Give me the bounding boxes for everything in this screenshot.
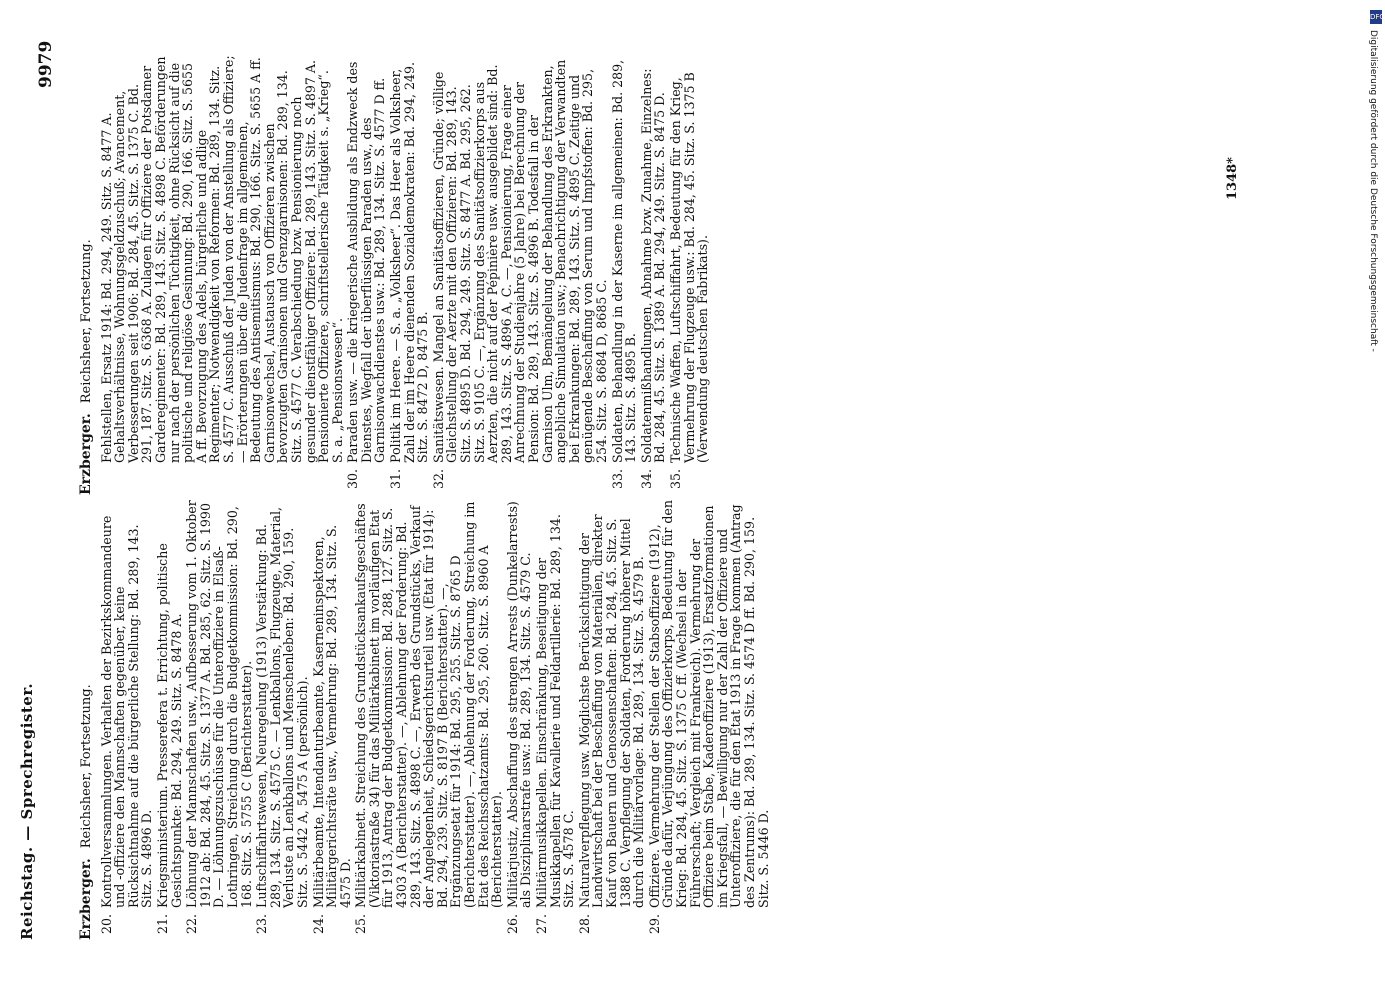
entry-text: Naturalverpflegung usw. Möglichste Berücksichtigung der Landwirtschaft bei der Beschaffung von Materialien, direkter Kauf von Bauern und Genossenschaften: Bd. 284, 45. Sitz. S. 1388 C. Verpflegung der Soldaten, Forderung höherer Mittel durch die Militärvorlage: Bd. 289, 134. Sitz. S. 4579 B.	[576, 514, 647, 908]
entry-number: 29.	[646, 914, 662, 935]
credit-text: Digitalisierung gefördert durch die Deutsche Forschungsgemeinschaft -	[1368, 30, 1378, 352]
entry-text: Soldaten, Behandlung in der Kaserne im allgemeinen: Bd. 289, 143. Sitz. S. 4895 B.	[609, 59, 639, 463]
entry-text: Löhnung der Mannschaften usw., Aufbesserung vom 1. Oktober 1912 ab: Bd. 284, 45. Sitz. S. 1377 A. Bd. 285, 62. Sitz. S. 1990 D. — Löhnungszuschüsse für die Unteroffiziere in Elsaß-Lothringen, Streichung durch die Budgetkommission: Bd. 290, 168. Sitz. S. 5755 C (Berichterstatter).	[184, 500, 254, 908]
entry-text: Soldatenmißhandlungen, Abnahme bzw. Zunahme, Einzelnes: Bd. 284, 45. Sitz. S. 1389 A. Bd. 294, 249. Sitz. S. 8475 D.	[638, 68, 668, 463]
register-entry	[100, 55, 345, 495]
entry-number: 23.	[254, 914, 270, 935]
register-entry	[100, 500, 154, 940]
entry-list	[100, 55, 710, 495]
entry-text: Militärjustiz, Abschaffung des strengen Arrests (Dunkelarrests) als Disziplinarstrafe usw.: Bd. 289, 134. Sitz. S. 4579 C.	[504, 501, 534, 908]
left-column	[80, 500, 772, 940]
entry-text: Kontrollversammlungen. Verhalten der Bezirkskommandeure und -offiziere den Mannschaften gegenüber, keine Rücksichtnahme auf die bürgerliche Stellung: Bd. 289, 143. Sitz. S. 4896 D.	[98, 515, 155, 908]
entry-number: 20.	[98, 914, 114, 935]
register-entry	[506, 500, 533, 940]
entry-list	[100, 500, 771, 940]
entry-number: 22.	[184, 914, 200, 935]
entry-text: Technische Waffen, Luftschiffahrt, Bedeutung für den Krieg, Vermehrung der Flugzeuge usw.: Bd. 284, 45. Sitz. S. 1375 B (Verwendung deutschen Fabrikats).	[667, 72, 711, 463]
section-continued: Reichsheer, Fortsetzung.	[79, 684, 94, 849]
entry-number: 31.	[388, 469, 404, 490]
register-entry	[535, 500, 576, 940]
column-heading	[80, 55, 94, 495]
register-entry	[669, 55, 710, 495]
entry-number: 34.	[638, 469, 654, 490]
entry-number: 26.	[504, 914, 520, 935]
register-entry	[312, 500, 353, 940]
register-entry	[354, 500, 504, 940]
digitization-credit	[1364, 30, 1380, 970]
register-entry	[648, 500, 770, 940]
register-entry	[389, 55, 430, 495]
column-heading	[80, 500, 94, 940]
register-entry	[611, 55, 638, 495]
register-entry	[578, 500, 646, 940]
right-column	[80, 55, 712, 495]
register-entry	[640, 55, 667, 495]
entry-number: 35.	[667, 469, 683, 490]
entry-number: 27.	[534, 914, 549, 935]
register-entry	[185, 500, 253, 940]
entry-number: 24.	[310, 914, 326, 935]
entry-text: Fehlstellen, Ersatz 1914: Bd. 294, 249. Sitz. S. 8477 A. Gehaltsverhältnisse, Wohnungsgeldzuschuß; Avancement, Verbesserungen seit 1906: Bd. 284, 45. Sitz. S. 1375 C. Bd. 291, 187. Sitz. S. 6368 A. Zulagen für Offiziere der Potsdamer Garderegimenter: Bd. 289, 143. Sitz. S. 4898 C. Beförderungen nur nach der persönlichen Tüchtigkeit, ohne Rücksicht auf die politische und religiöse Gesinnung: Bd. 290, 166. Sitz. S. 5655 A ff. Bevorzugung des Adels, bürgerliche und adlige Regimenter; Notwendigkeit von Reformen: Bd. 289, 134. Sitz. S. 4577 C. Ausschuß der Juden von der Anstellung als Offiziere; — Erörterungen über die Judenfrage im allgemeinen, Bedeutung des Antisemitismus: Bd. 290, 166. Sitz. S. 5655 A ff. Garnisonwechsel, Austausch von Offizieren zwischen bevorzugten Garnisonen und Grenzgarnisonen: Bd. 289, 134. Sitz. S. 4577 C. Verabschiedung bzw. Pensionierung noch gesunder dienstfähiger Offiziere: Bd. 289, 143. Sitz. S. 4897 A. Pensionierte Offiziere, schriftstellerische Tätigkeit s. „Krieg“. S. a. „Pensionswesen“.	[98, 55, 345, 463]
page-number: 9979	[36, 40, 56, 88]
entry-number: 30.	[345, 469, 361, 490]
entry-number: 28.	[576, 914, 592, 935]
running-header: Reichstag. — Sprechregister.	[18, 682, 36, 940]
entry-text: Militärbeamte, Intendanturbeamte, Kaserneninspektoren, Militärgerichtsräte usw., Vermehrung: Bd. 289, 134. Sitz. S. 4575 D.	[310, 524, 353, 908]
entry-number: 33.	[609, 469, 625, 490]
entry-text: Sanitätswesen. Mangel an Sanitätsoffizieren, Gründe; völlige Gleichstellung der Aerzte mit den Offizieren: Bd. 289, 143. Sitz. S. 4895 D. Bd. 294, 249. Sitz. S. 8477 A. Bd. 295, 262. Sitz. S. 9105 C. —, Ergänzung des Sanitätsoffizierkorps aus Aerzten, die nicht auf der Pépinière usw. ausgebildet sind: Bd. 289, 143. Sitz. S. 4896 A, C. —, Pensionierung, Frage einer Anrechnung der Studienjahre (5 Jahre) bei Berechnung der Pension: Bd. 289, 143. Sitz. S. 4896 B. Todesfall in der Garnison Ulm, Bemängelung der Behandlung des Erkrankten, angebliche Simulation usw.; Benachrichtigung der Verwandten bei Erkrankungen: Bd. 289, 143. Sitz. S. 4895 C. Zeitige und genügende Beschaffung von Serum und Impfstoffen: Bd. 295, 254. Sitz. S. 8684 D, 8685 C.	[430, 59, 609, 463]
entry-text: Militärmusikkapellen. Einschränkung, Beseitigung der Musikkapellen für Kavallerie und Feldartillerie: Bd. 289, 134. Sitz. S. 4578 C.	[534, 514, 577, 908]
register-entry	[255, 500, 309, 940]
entry-text: Offiziere. Vermehrung der Stellen der Stabsoffiziere (1912), Gründe dafür, Verjüngung des Offizierkorps, Bedeutung für den Krieg: Bd. 284, 45. Sitz. S. 1375 C ff. (Wechsel in der Führerschaft; Vergleich mit Frankreich). Vermehrung der Offiziere beim Stabe, Kaderoffiziere (1913), Ersatzformationen im Kriegsfall, — Bewilligung nur der Zahl der Offiziere und Unteroffiziere, die für den Etat 1913 in Frage kommen (Antrag des Zentrums): Bd. 289, 134. Sitz. S. 4574 D ff. Bd. 290, 159. Sitz. S. 5446 D.	[646, 500, 771, 908]
entry-text: Militärkabinett. Streichung des Grundstücksankaufsgeschäftes (Viktoriastraße 34) für das Militärkabinett im vorläufigen Etat für 1913, Antrag der Budgetkommission: Bd. 288, 127. Sitz. S. 4303 A (Berichterstatter). —, Ablehnung der Forderung: Bd. 289, 143. Sitz. S. 4898 C. —, Erwerb des Grundstücks, Verkauf der Angelegenheit, Schiedsgerichtsurteil usw. (Etat für 1914): Bd. 294, 239. Sitz. S. 8197 B (Berichterstatter). —, Ergänzungsetat für 1914: Bd. 295, 255. Sitz. S. 8765 D (Berichterstatter). —, Ablehnung der Forderung, Streichung im Etat des Reichsschatzamts: Bd. 295, 260. Sitz. S. 8960 A (Berichterstatter).	[353, 501, 505, 908]
speaker-name: Erzberger.	[78, 858, 94, 940]
entry-text: Kriegsministerium. Presserefera t. Errichtung, politische Gesichtspunkte: Bd. 294, 249. Sitz. S. 8478 A.	[154, 543, 184, 908]
register-entry	[156, 500, 183, 940]
entry-text: Politik im Heere. — S. a. „Volksheer“. Das Heer als Volksheer, Zahl der im Heere dienenden Sozialdemokraten: Bd. 294, 249. Sitz. S. 8472 D, 8475 B.	[388, 61, 431, 463]
entry-number: 32.	[430, 469, 446, 490]
entry-text: Luftschiffahrtswesen, Neuregelung (1913) Verstärkung: Bd. 289, 134. Sitz. S. 4575 C. — Lenkballons, Flugzeuge, Material, Verluste an Lenkballons und Menschenleben: Bd. 290, 159. Sitz. S. 5442 A, 5475 A (persönlich).	[254, 507, 310, 908]
speaker-name: Erzberger.	[78, 413, 94, 495]
entry-number: 21.	[154, 914, 170, 935]
section-continued: Reichsheer, Fortsetzung.	[79, 239, 94, 404]
signature-mark: 1348*	[1225, 157, 1240, 200]
register-entry	[432, 55, 609, 495]
register-entry	[346, 55, 387, 495]
entry-number: 25.	[353, 914, 369, 935]
entry-text: Paraden usw. — die kriegerische Ausbildung als Endzweck des Dienstes, Wegfall der überflüssigen Paraden usw., des Garnisonwachdienstes usw.: Bd. 289, 134. Sitz. S. 4577 D ff.	[345, 61, 388, 463]
entry-number	[100, 463, 345, 495]
dfg-logo: DFG	[1370, 10, 1382, 24]
